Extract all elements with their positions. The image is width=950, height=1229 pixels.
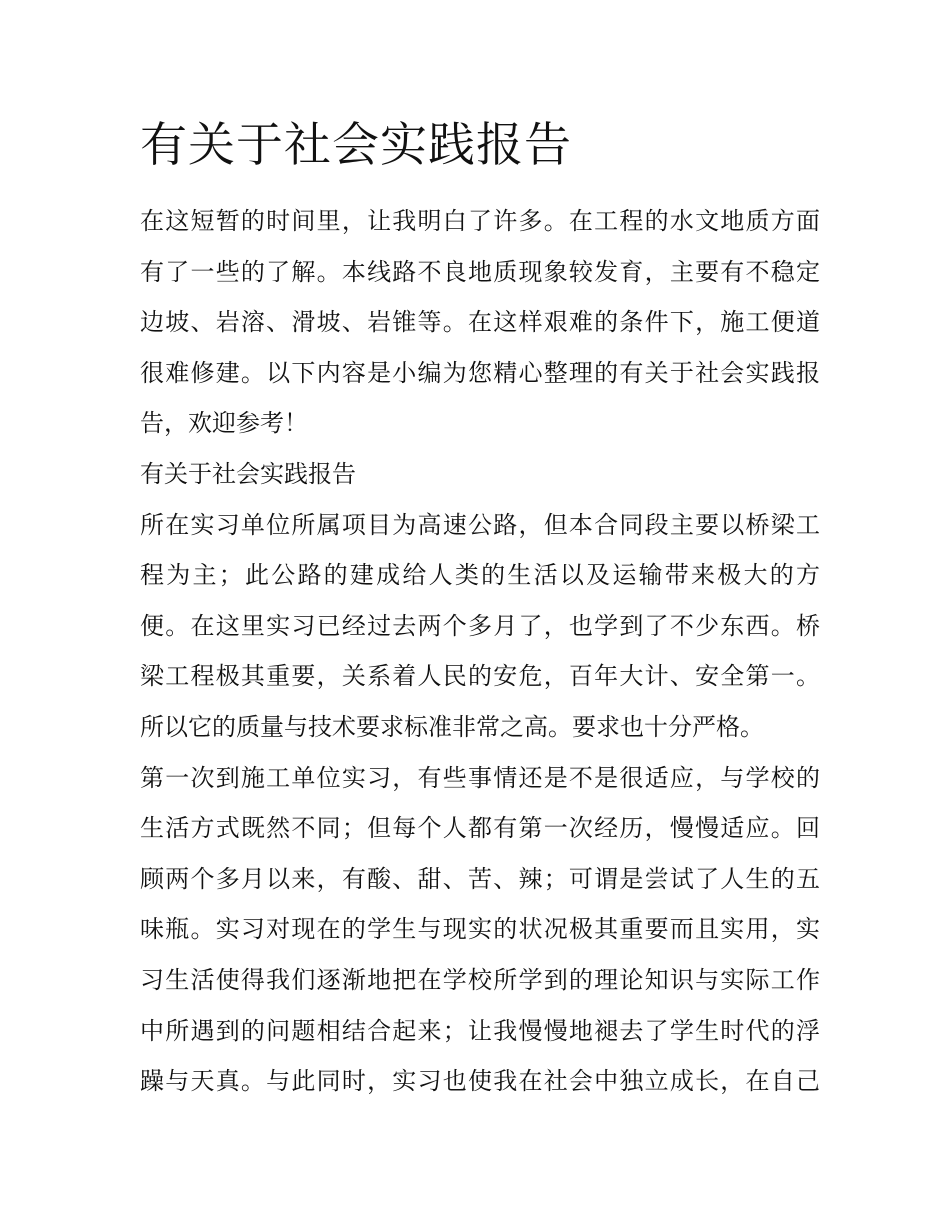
text-line: 很难修建。以下内容是小编为您精心整理的有关于社会实践报 bbox=[140, 358, 820, 387]
document-title: 有关于社会实践报告 bbox=[140, 118, 572, 173]
text-line: 边坡、岩溶、滑坡、岩锥等。在这样艰难的条件下，施工便道 bbox=[140, 308, 820, 337]
text-line: 便。在这里实习已经过去两个多月了，也学到了不少东西。桥 bbox=[140, 611, 820, 640]
text-line: 所在实习单位所属项目为高速公路，但本合同段主要以桥梁工 bbox=[140, 510, 820, 539]
text-line: 梁工程极其重要，关系着人民的安危，百年大计、安全第一。 bbox=[140, 662, 820, 691]
section-heading: 有关于社会实践报告 bbox=[140, 459, 356, 488]
text-line: 味瓶。实习对现在的学生与现实的状况极其重要而且实用，实 bbox=[140, 915, 820, 944]
text-line: 有了一些的了解。本线路不良地质现象较发育，主要有不稳定 bbox=[140, 257, 820, 286]
text-line: 告，欢迎参考！ bbox=[140, 409, 308, 438]
text-line: 所以它的质量与技术要求标准非常之高。要求也十分严格。 bbox=[140, 712, 764, 741]
text-line: 第一次到施工单位实习，有些事情还是不是很适应，与学校的 bbox=[140, 763, 820, 792]
text-line: 顾两个多月以来，有酸、甜、苦、辣；可谓是尝试了人生的五 bbox=[140, 864, 820, 893]
text-line: 习生活使得我们逐渐地把在学校所学到的理论知识与实际工作 bbox=[140, 965, 820, 994]
text-line: 中所遇到的问题相结合起来；让我慢慢地褪去了学生时代的浮 bbox=[140, 1016, 820, 1045]
text-line: 在这短暂的时间里，让我明白了许多。在工程的水文地质方面 bbox=[140, 207, 820, 235]
document-body bbox=[140, 196, 820, 1107]
text-line: 程为主；此公路的建成给人类的生活以及运输带来极大的方 bbox=[140, 561, 820, 590]
text-line: 躁与天真。与此同时，实习也使我在社会中独立成长，在自己 bbox=[140, 1067, 820, 1096]
text-line: 生活方式既然不同；但每个人都有第一次经历，慢慢适应。回 bbox=[140, 814, 820, 843]
